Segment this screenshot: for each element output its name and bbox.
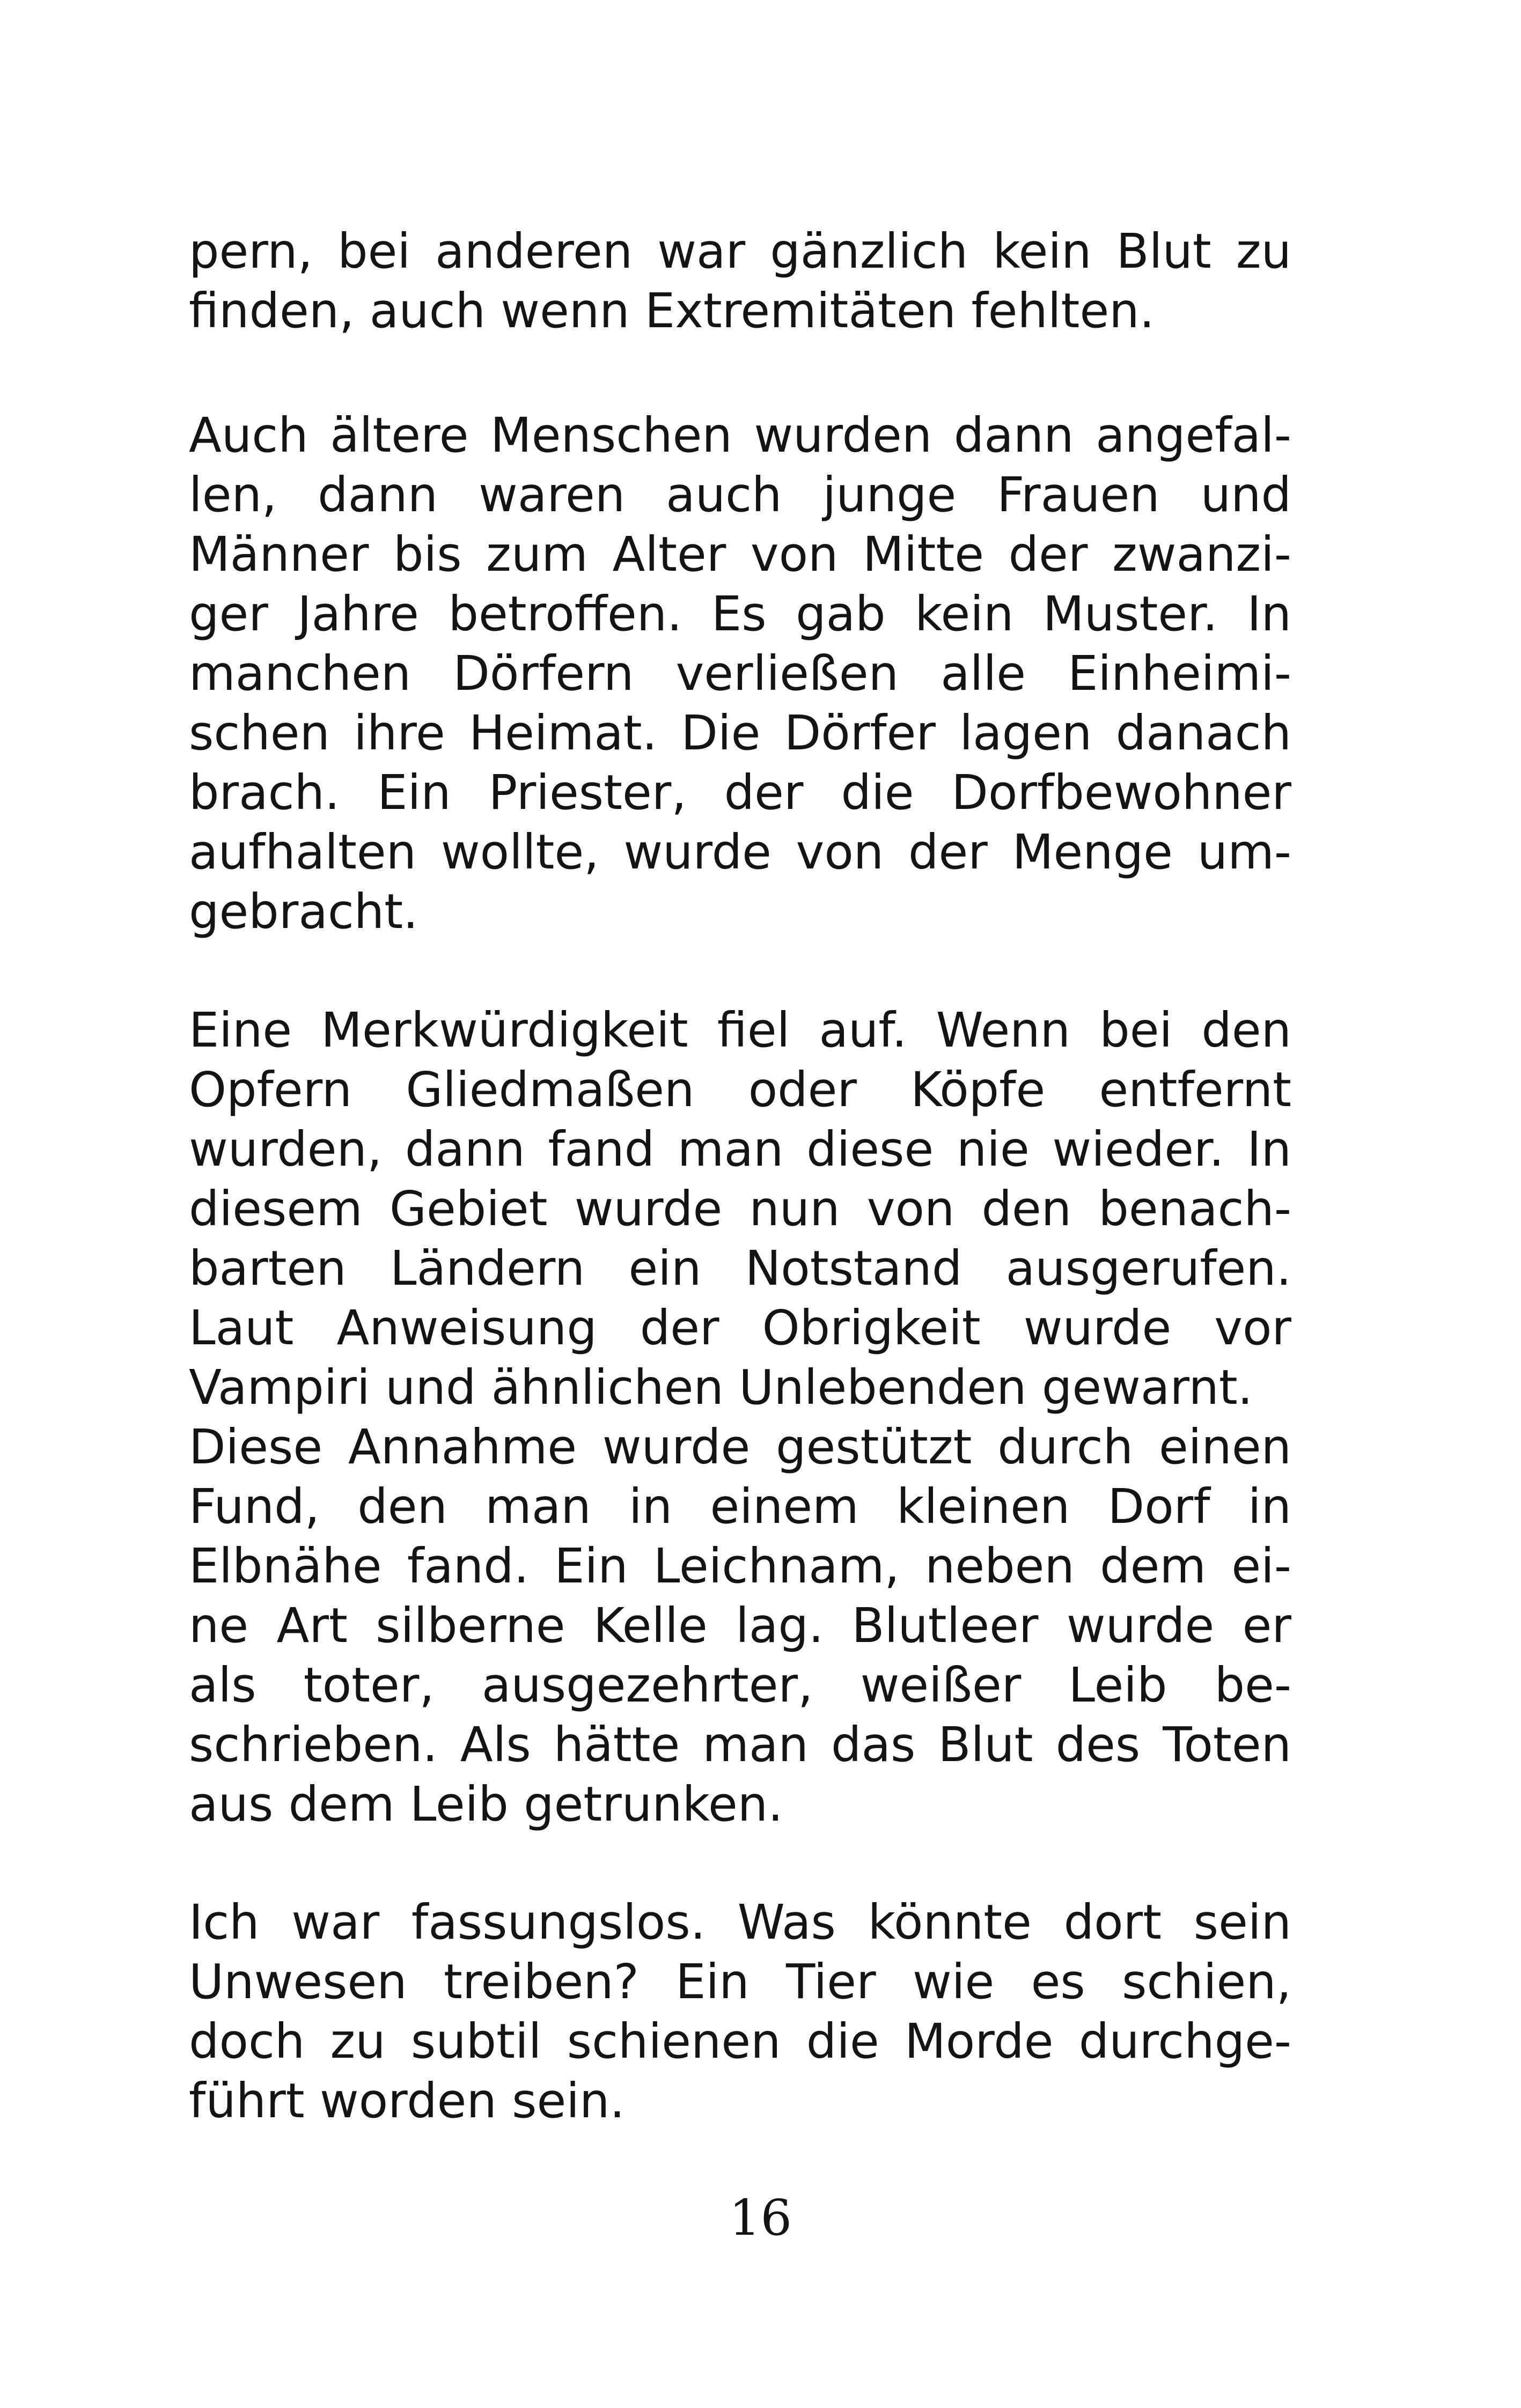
text-line: doch zu subtil schienen die Morde durchge- [189,2013,1291,2069]
text-line: wurden, dann fand man diese nie wieder. In [189,1121,1291,1177]
page-number: 16 [729,2189,792,2247]
text-line: Ich war fassungslos. Was könnte dort sein [189,1894,1291,1950]
paragraph-1 [189,222,1291,341]
paragraph-2 [189,406,1291,941]
text-line: führt worden sein. [189,2073,625,2129]
text-line: Opfern Gliedmaßen oder Köpfe entfernt [189,1062,1291,1117]
text-line: ne Art silberne Kelle lag. Blutleer wurde er [189,1597,1291,1653]
paragraph-3 [189,1000,1291,1834]
text-line: aus dem Leib getrunken. [189,1776,783,1832]
text-line: Laut Anweisung der Obrigkeit wurde vor [189,1300,1291,1356]
text-line: Fund, den man in einem kleinen Dorf in [189,1478,1291,1534]
text-line: manchen Dörfern verließen alle Einheimi- [189,645,1291,701]
text-line: barten Ländern ein Notstand ausgerufen. [189,1240,1291,1296]
text-line: schrieben. Als hätte man das Blut des Toten [189,1717,1291,1772]
text-line: diesem Gebiet wurde nun von den benach- [189,1181,1291,1236]
text-line: schen ihre Heimat. Die Dörfer lagen danach [189,705,1291,761]
text-line: Vampiri und ähnlichen Unlebenden gewarnt. [189,1359,1253,1415]
text-line: aufhalten wollte, wurde von der Menge um- [189,824,1291,880]
text-line: len, dann waren auch junge Frauen und [189,467,1291,522]
text-line: als toter, ausgezehrter, weißer Leib be- [189,1657,1291,1713]
text-line: finden, auch wenn Extremitäten fehlten. [189,283,1155,338]
text-line: pern, bei anderen war gänzlich kein Blut zu [189,223,1291,279]
paragraph-4 [189,1892,1291,2131]
text-line: Auch ältere Menschen wurden dann angefal- [189,407,1291,463]
text-line: Diese Annahme wurde gestützt durch einen [189,1419,1291,1475]
text-line: brach. Ein Priester, der die Dorfbewohner [189,764,1291,820]
text-line: Unwesen treiben? Ein Tier wie es schien, [189,1954,1291,2009]
text-line: ger Jahre betroffen. Es gab kein Muster. In [189,586,1291,642]
text-line: Männer bis zum Alter von Mitte der zwanzi- [189,526,1291,582]
text-line: Eine Merkwürdigkeit fiel auf. Wenn bei den [189,1002,1291,1058]
text-line: gebracht. [189,883,418,939]
text-line: Elbnähe fand. Ein Leichnam, neben dem ei- [189,1538,1291,1594]
